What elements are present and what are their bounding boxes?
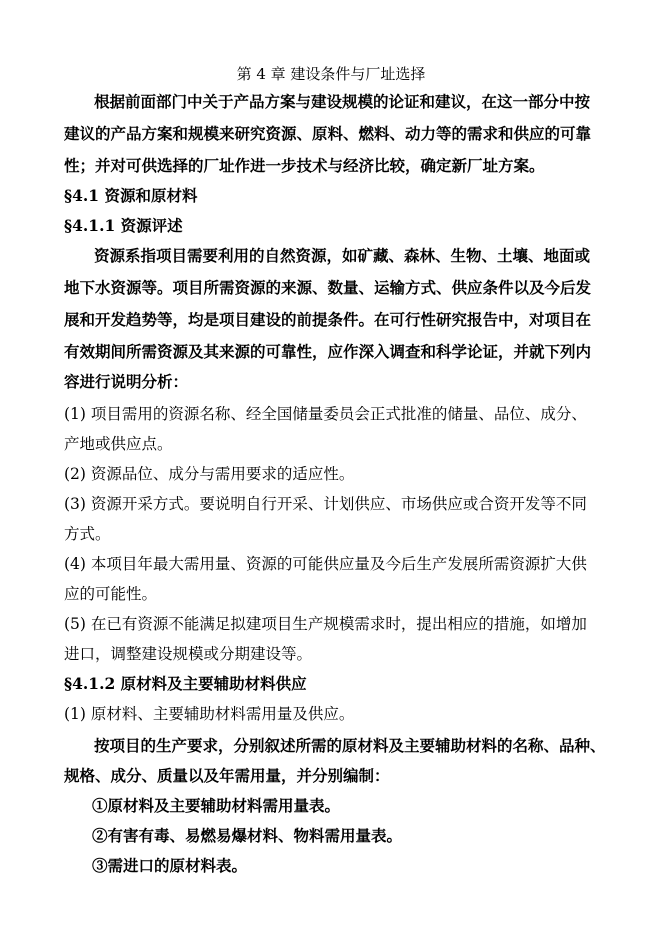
material-para-line-2: 规格、成分、质量以及年需用量，并分别编制： xyxy=(64,766,390,785)
item-4-line-1: (4) 本项目年最大需用量、资源的可能供应量及今后生产发展所需资源扩大供 xyxy=(64,555,587,573)
intro-line-2: 建议的产品方案和规模来研究资源、原料、燃料、动力等的需求和供应的可靠 xyxy=(64,124,592,143)
section-heading-4-1-2: §4.1.2 原材料及主要辅助材料供应 xyxy=(64,674,307,693)
item-3-line-1: (3) 资源开采方式。要说明自行开采、计划供应、市场供应或合资开发等不同 xyxy=(64,495,587,513)
table-list-item-3: ③需进口的原材料表。 xyxy=(92,856,248,875)
section-heading-4-1: §4.1 资源和原材料 xyxy=(64,186,198,205)
item-4-line-2: 应的可能性。 xyxy=(64,585,158,603)
section-heading-4-1-1: §4.1.1 资源评述 xyxy=(64,216,183,235)
chapter-title: 第 4 章 建设条件与厂址选择 xyxy=(236,65,426,83)
table-list-item-2: ②有害有毒、易燃易爆材料、物料需用量表。 xyxy=(92,826,403,845)
material-para-line-1: 按项目的生产要求，分别叙述所需的原材料及主要辅助材料的名称、品种、 xyxy=(94,736,606,755)
item-5-line-2: 进口，调整建设规模或分期建设等。 xyxy=(64,645,313,663)
intro-line-1: 根据前面部门中关于产品方案与建设规模的论证和建议，在这一部分中按 xyxy=(94,92,591,111)
intro-line-3: 性；并对可供选择的厂址作进一步技术与经济比较，确定新厂址方案。 xyxy=(64,156,545,175)
table-list-item-1: ①原材料及主要辅助材料需用量表。 xyxy=(92,796,341,815)
resource-para-line-2: 地下水资源等。项目所需资源的来源、数量、运输方式、供应条件以及今后发 xyxy=(64,278,592,297)
material-item-1: (1) 原材料、主要辅助材料需用量及供应。 xyxy=(64,705,355,723)
resource-para-line-1: 资源系指项目需要利用的自然资源，如矿藏、森林、生物、土壤、地面或 xyxy=(94,246,591,265)
resource-para-line-4: 有效期间所需资源及其来源的可靠性，应作深入调查和科学论证，并就下列内 xyxy=(64,342,592,361)
resource-para-line-5: 容进行说明分析： xyxy=(64,372,189,391)
item-5-line-1: (5) 在已有资源不能满足拟建项目生产规模需求时，提出相应的措施，如增加 xyxy=(64,615,587,633)
item-3-line-2: 方式。 xyxy=(64,525,111,543)
item-1-line-2: 产地或供应点。 xyxy=(64,435,173,453)
item-2: (2) 资源品位、成分与需用要求的适应性。 xyxy=(64,465,355,483)
resource-para-line-3: 展和开发趋势等，均是项目建设的前提条件。在可行性研究报告中，对项目在 xyxy=(64,310,592,329)
item-1-line-1: (1) 项目需用的资源名称、经全国储量委员会正式批准的储量、品位、成分、 xyxy=(64,405,587,423)
